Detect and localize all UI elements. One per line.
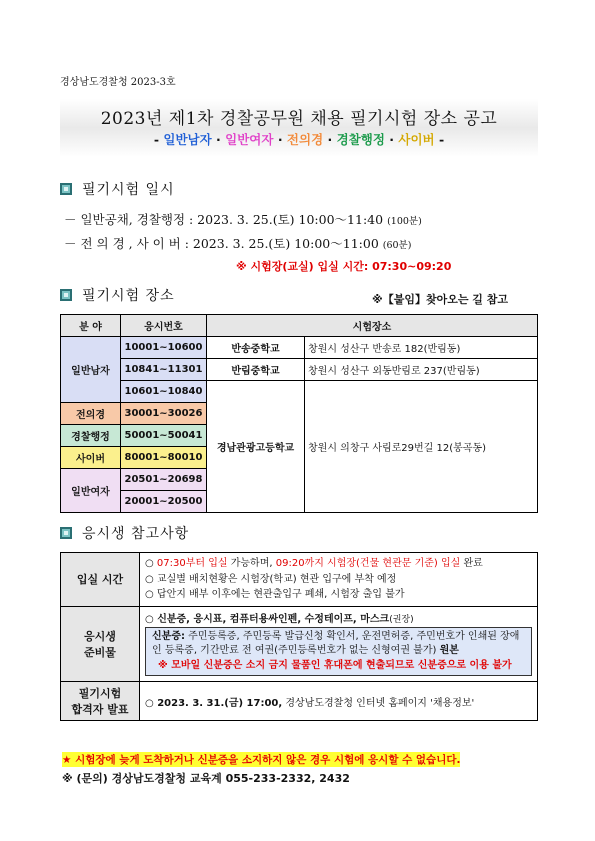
number-range: 30001~30026	[121, 403, 207, 425]
table-row	[61, 381, 538, 403]
group-cyber: 사이버	[61, 447, 121, 469]
table-header-row	[61, 315, 538, 337]
number-range: 50001~50041	[121, 425, 207, 447]
number-range: 20001~20500	[121, 491, 207, 513]
school-name: 경남관광고등학교	[207, 381, 305, 513]
table-row	[61, 682, 538, 721]
header-field: 분 야	[61, 315, 121, 337]
exam-place-table	[60, 314, 538, 513]
id-card-original: 원본	[439, 645, 459, 656]
entry-line-3: ○ 답안지 배부 이후에는 현관출입구 폐쇄, 시험장 출입 불가	[145, 589, 405, 600]
section-title-notes: 응시생 참고사항	[82, 526, 190, 542]
header-place: 시험장소	[207, 315, 538, 337]
id-card-box	[145, 627, 532, 677]
entry-start-text: 07:30부터 입실	[156, 558, 228, 569]
prep-items-note: (권장)	[389, 614, 414, 625]
prep-items	[145, 610, 532, 625]
id-card-label: 신분증:	[152, 630, 185, 642]
schedule-general-text: － 일반공채, 경찰행정 : 2023. 3. 25.(토) 10:00～11:40	[64, 212, 384, 227]
contact-info: ※ (문의) 경상남도경찰청 교육계 055-233-2332, 2432	[62, 772, 350, 785]
entry-end-text: 완료	[460, 558, 483, 569]
result-content	[140, 682, 538, 721]
subtitle-item-jeon: 전의경	[286, 132, 324, 147]
number-range: 10841~11301	[121, 359, 207, 381]
subtitle-dash-left: -	[153, 132, 164, 147]
late-arrival-warning: ★ 시험장에 늦게 도착하거나 신분증을 소지하지 않은 경우 시험에 응시할 수 없습니다.	[62, 754, 461, 766]
schedule-special-text: － 전 의 경 , 사 이 버 : 2023. 3. 25.(토) 10:00～11:00	[64, 236, 379, 251]
subtitle-item-man: 일반남자	[163, 132, 212, 147]
number-range: 10601~10840	[121, 381, 207, 403]
mobile-id-warning: ※ 모바일 신분증은 소지 금지 물품인 휴대폰에 현출되므로 신분증으로 이용 불가	[158, 659, 512, 671]
school-address: 창원시 성산구 외동반림로 237(반림동)	[305, 359, 538, 381]
result-text: 경상남도경찰청 인터넷 홈페이지 '채용정보'	[282, 697, 475, 709]
prep-header-line-2: 준비물	[84, 645, 116, 659]
schedule-line-general	[64, 210, 422, 228]
document-number: 경상남도경찰청 2023-3호	[60, 77, 176, 88]
group-general-female: 일반여자	[61, 469, 121, 513]
school-address: 창원시 의창구 사림로29번길 12(봉곡동)	[305, 381, 538, 513]
result-header-line-2: 합격자 발표	[71, 703, 129, 716]
table-row	[61, 359, 538, 381]
header-number: 응시번호	[121, 315, 207, 337]
subtitle-dash-right: -	[434, 132, 445, 147]
subtitle-separator: ·	[273, 132, 287, 147]
subtitle-separator: ·	[323, 132, 337, 147]
entry-deadline-text: 09:20까지 시험장(건물 현관문 기준) 입실	[275, 558, 461, 569]
result-header	[61, 682, 140, 721]
directions-note: ※【붙임】찾아오는 길 참고	[372, 293, 508, 306]
subtitle-separator: ·	[211, 132, 226, 147]
subtitle-item-admin: 경찰행정	[336, 132, 385, 147]
id-card-text: 주민등록증, 주민등록 발급신청 확인서, 운전면허증, 주민번호가 인쇄된 장애인 등록증, 기간만료 전 여권(주민등록번호가 없는 신형여권 불가)	[152, 630, 520, 656]
prep-content	[140, 606, 538, 682]
school-name: 반림중학교	[207, 359, 305, 381]
group-jeonuigyeong: 전의경	[61, 403, 121, 425]
school-address: 창원시 성산구 반송로 182(반림동)	[305, 337, 538, 359]
schedule-line-special	[64, 234, 411, 252]
page-title: 2023년 제1차 경찰공무원 채용 필기시험 장소 공고	[100, 109, 498, 129]
reference-table	[60, 552, 538, 721]
entry-line-1	[145, 556, 532, 572]
prep-header	[61, 606, 140, 682]
subtitle-separator: ·	[384, 132, 399, 147]
section-bullet-icon	[60, 527, 72, 539]
entry-time-notice: ※ 시험장(교실) 입실 시간: 07:30~09:20	[236, 260, 452, 273]
bullet: ○	[145, 558, 157, 569]
category-subtitle	[60, 130, 538, 148]
schedule-general-duration: (100분)	[387, 216, 422, 227]
group-police-admin: 경찰행정	[61, 425, 121, 447]
result-header-line-1: 필기시험	[78, 687, 122, 700]
entry-mid-text: 가능하며,	[227, 558, 276, 569]
table-row	[61, 553, 538, 607]
prep-header-line-1: 응시생	[84, 629, 116, 643]
prep-items-text: ○ 신분증, 응시표, 컴퓨터용싸인펜, 수정테이프, 마스크	[145, 613, 390, 625]
subtitle-item-woman: 일반여자	[225, 132, 274, 147]
table-row	[61, 606, 538, 682]
section-title-datetime: 필기시험 일시	[82, 182, 175, 198]
result-date: ○ 2023. 3. 31.(금) 17:00,	[145, 697, 283, 709]
school-name: 반송중학교	[207, 337, 305, 359]
subtitle-item-cyber: 사이버	[398, 132, 435, 147]
section-bullet-icon	[60, 183, 72, 195]
table-row	[61, 337, 538, 359]
number-range: 80001~80010	[121, 447, 207, 469]
number-range: 10001~10600	[121, 337, 207, 359]
number-range: 20501~20698	[121, 469, 207, 491]
section-title-place: 필기시험 장소	[82, 288, 175, 304]
group-general-male: 일반남자	[61, 337, 121, 403]
entry-time-content	[140, 553, 538, 607]
schedule-special-duration: (60분)	[382, 240, 412, 251]
entry-line-2: ○ 교실별 배치현황은 시험장(학교) 현관 입구에 부착 예정	[145, 573, 397, 585]
section-bullet-icon	[60, 289, 72, 301]
entry-time-header: 입실 시간	[61, 553, 140, 607]
